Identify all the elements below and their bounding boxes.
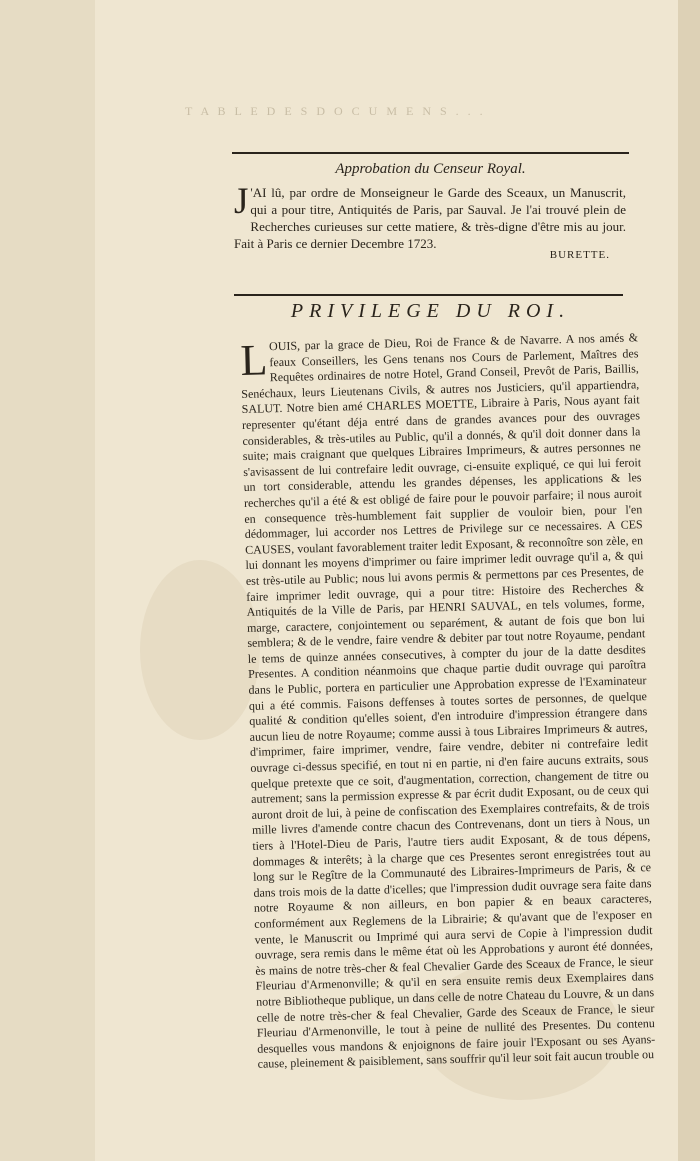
censor-signature: BURETTE. [549,249,610,261]
privilege-text: OUIS, par la grace de Dieu, Roi de France & de Navarre. A nos amés & feaux Conseillers, les Gens tenans nos Cours de Parlement, Maîtres des Requêtes ordinaires de notre Hotel, Grand Conseil, Prevôt de Paris, Baillis, Senéchaux, leurs Lieutenans Civils, & autres nos Justiciers, qu'il appartiendra, SALUT. Notre bien amé CHARLES MOETTE, Libraire à Paris, Nous ayant fait representer qu'étant déja entré dans de grandes avances pour des ouvrages considerables, & très-utiles au Public, qu'il a donnés, & qu'il doit donner dans la suite; mais craignant que quelques Libraires Imprimeurs, & autres personnes ne s'avisassent de lui contrefaire ledit ouvrage, ci-ensuite expliqué, ce qui lui feroit un tort considerable, attendu les grandes dépenses, les applications & les recherches qu'il a été & est obligé de faire pour le pouvoir parfaire; il nous auroit en consequence très-humblement fait supplier de vouloir bien, pour l'en dédommager, lui accorder nos Lettres de Privilege sur ce necessaires. A CES CAUSES, voulant favorablement traiter ledit Exposant, & reconnoître son zèle, en lui donnant les moyens d'imprimer ou faire imprimer ledit ouvrage qu'il a, & qui est très-utile au Public; nous lui avons permis & permettons par ces Presentes, de faire imprimer ledit ouvrage, qui a pour titre: Histoire des Recherches & Antiquités de la Ville de Paris, par HENRI SAUVAL, en tels volumes, forme, marge, caractere, conjointement ou separément, & autant de fois que bon lui semblera; & de le vendre, faire vendre & debiter par tout notre Royaume, pendant le tems de quinze années consecutives, à compter du jour de la datte desdites Presentes. A condition néanmoins que chaque partie dudit ouvrage qui paroîtra dans le Public, portera en particulier une Approbation expresse de l'Examinateur qui a été commis. Faisons deffenses à toutes sortes de personnes, de quelque qualité & condition qu'elles soient, d'en introduire d'impression étrangere dans aucun lieu de notre Royaume; comme aussi à tous Libraires Imprimeurs & autres, d'imprimer, faire imprimer, vendre, faire vendre, debiter ni contrefaire ledit ouvrage ci-dessus specifié, en tout ni en partie, ni d'en faire aucuns extraits, sous quelque pretexte que ce soit, d'augmentation, correction, changement de titre ou autrement; sans la permission expresse & par écrit dudit Exposant, ou de ceux qui auront droit de lui, à peine de confiscation des Exemplaires contrefaits, & de trois mille livres d'amende contre chacun des Contrevenans, dont un tiers à Nous, un tiers à l'Hotel-Dieu de Paris, l'autre tiers audit Exposant, & de tous dépens, dommages & interêts; à la charge que ces Presentes seront enregistrées tout au long sur le Regître de la Communauté des Libraires-Imprimeurs de Paris, & ce dans trois mois de la datte d'icelles; que l'impression dudit ouvrage sera faite dans notre Royaume & non ailleurs, en bon papier & en beaux caracteres, conformément aux Reglemens de la Librairie; & qu'avant que de l'exposer en vente, le Manuscrit ou Imprimé qui aura servi de Copie à l'impression dudit ouvrage, sera remis dans le même état où les Approbations y auront été données, ès mains de notre très-cher & feal Chevalier Garde des Sceaux de France, le sieur Fleuriau d'Armenonville; & qu'il en sera ensuite remis deux Exemplaires dans notre Bibliotheque publique, un dans celle de notre Chateau du Louvre, & un dans celle de notre très-cher & feal Chevalier, Garde des Sceaux de France, le sieur Fleuriau d'Armenonville, le tout à peine de nullité des Presentes. Du contenu desquelles vous mandons & enjoignons de faire jouir l'Exposant ou ses Ayans-cause, pleinement & paisiblement, sans souffrir qu'il leur soit fait aucun trouble ou [241,330,656,1072]
page-gutter [0,0,95,1161]
privilege-title: PRIVILEGE DU ROI. [290,300,571,322]
approbation-initial: J [234,181,249,222]
approbation-text: 'AI lû, par ordre de Monseigneur le Garde des Sceaux, un Manuscrit, qui a pour titre, Antiquités de Paris, par Sauval. Je l'ai trouvé plein de Recherches curieuses sur cette matiere, & très-digne d'être mis au jour. Fait à Paris ce dernier Decembre 1723. [234,185,626,251]
section-rule [234,294,623,296]
privilege-body [240,330,656,1072]
approbation-title: Approbation du Censeur Royal. [335,161,526,177]
paper-stain [140,560,260,740]
privilege-initial: L [239,335,268,385]
approbation-body [234,181,626,252]
bleed-through-text: T A B L E D E S D O C U M E N S . . . [185,104,486,118]
page-edge [678,0,700,1161]
top-rule [232,152,629,154]
